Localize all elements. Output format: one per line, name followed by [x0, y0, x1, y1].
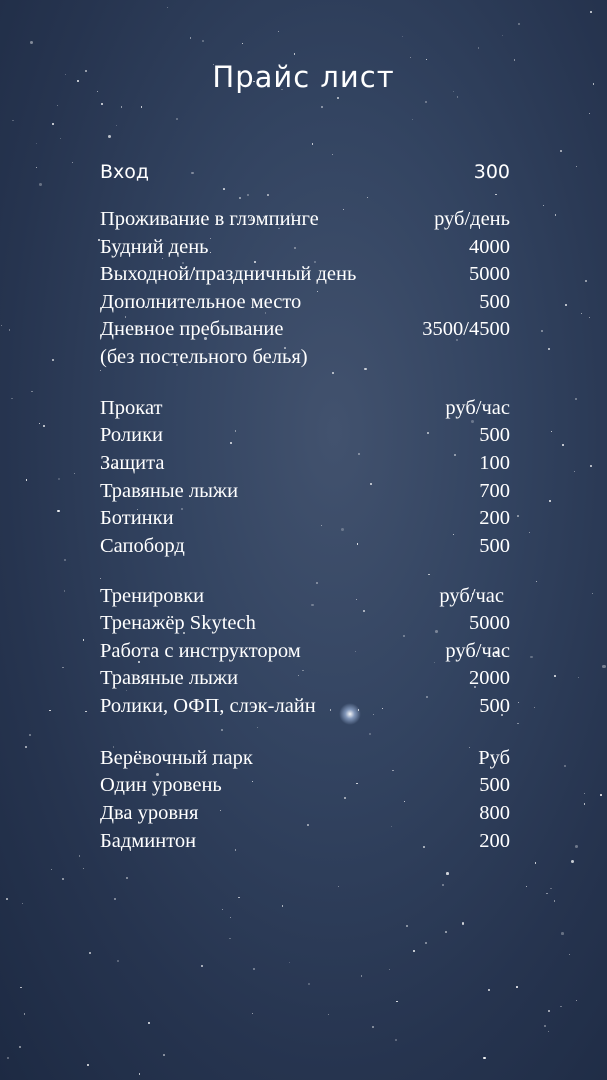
star-dot	[62, 667, 63, 668]
star-dot	[578, 677, 579, 678]
star-dot	[516, 986, 518, 988]
star-dot	[425, 942, 427, 944]
star-dot	[141, 106, 143, 108]
star-dot	[139, 1073, 141, 1075]
star-dot	[316, 582, 318, 584]
star-dot	[39, 183, 42, 186]
price-row	[100, 535, 510, 563]
star-dot	[551, 431, 553, 433]
star-dot	[239, 197, 241, 199]
star-dot	[550, 888, 552, 890]
star-dot	[22, 903, 24, 905]
star-dot	[389, 969, 391, 971]
star-dot	[9, 329, 11, 331]
star-dot	[11, 398, 13, 400]
star-dot	[57, 510, 59, 512]
rental-header	[100, 397, 510, 425]
star-dot	[190, 37, 192, 39]
training-header	[100, 585, 510, 613]
section-title: Тренировки	[100, 585, 205, 607]
star-dot	[413, 950, 415, 952]
star-dot	[589, 113, 590, 114]
item-price: 2000	[469, 667, 510, 689]
page-title: Прайс лист	[212, 60, 395, 94]
item-label: Выходной/праздничный день	[100, 263, 357, 285]
item-price: 4000	[469, 236, 510, 258]
star-dot	[1, 325, 2, 326]
star-dot	[163, 1054, 165, 1056]
star-dot	[518, 23, 520, 25]
star-dot	[534, 707, 535, 708]
star-dot	[555, 214, 557, 216]
star-dot	[548, 1031, 549, 1032]
item-label: Дневное пребывание	[100, 318, 284, 340]
rope-park-header	[100, 747, 510, 775]
price-row	[100, 640, 510, 668]
star-dot	[541, 330, 543, 332]
star-dot	[242, 43, 243, 44]
star-dot	[584, 793, 586, 795]
star-dot	[36, 143, 37, 144]
star-dot	[58, 478, 60, 480]
star-dot	[36, 167, 37, 168]
star-dot	[100, 578, 102, 580]
star-dot	[560, 1006, 562, 1008]
star-dot	[12, 120, 13, 121]
star-dot	[25, 746, 27, 748]
star-dot	[62, 878, 63, 879]
star-dot	[535, 862, 537, 864]
star-dot	[83, 639, 85, 641]
star-dot	[546, 893, 548, 895]
price-row	[100, 612, 510, 640]
star-dot	[367, 197, 368, 198]
star-dot	[328, 1014, 329, 1015]
star-dot	[19, 1046, 21, 1048]
lodging-header	[100, 208, 510, 236]
price-row	[100, 263, 510, 291]
star-dot	[554, 900, 556, 902]
star-dot	[252, 1013, 253, 1014]
star-dot	[575, 845, 578, 848]
star-dot	[52, 123, 54, 125]
star-dot	[257, 727, 258, 728]
star-dot	[74, 473, 76, 475]
price-row	[100, 424, 510, 452]
star-dot	[372, 1026, 374, 1028]
item-label: Два уровня	[100, 802, 199, 824]
star-dot	[575, 398, 577, 400]
star-dot	[229, 938, 231, 940]
star-dot	[247, 194, 249, 196]
star-dot	[446, 872, 449, 875]
price-row	[100, 452, 510, 480]
star-dot	[526, 886, 527, 887]
star-dot	[549, 500, 551, 502]
star-dot	[201, 965, 203, 967]
star-dot	[20, 987, 22, 989]
item-label: Ролики, ОФП, слэк-лайн	[100, 695, 316, 717]
star-dot	[24, 1013, 26, 1015]
star-dot	[64, 590, 66, 592]
item-price: 200	[479, 507, 510, 529]
star-dot	[488, 989, 490, 991]
item-label: Будний день	[100, 236, 209, 258]
star-dot	[590, 465, 592, 467]
price-row	[100, 695, 510, 723]
star-dot	[6, 898, 8, 900]
price-row	[100, 802, 510, 830]
star-dot	[445, 931, 447, 933]
item-label: Дополнительное место	[100, 291, 302, 313]
entry-row	[100, 161, 510, 189]
item-price: 200	[479, 830, 510, 852]
section-title: Проживание в глэмпинге	[100, 208, 319, 230]
star-dot	[590, 11, 591, 12]
star-dot	[517, 723, 519, 725]
star-dot	[564, 765, 566, 767]
star-dot	[600, 794, 602, 796]
star-dot	[396, 1001, 398, 1003]
item-price: 5000	[469, 263, 510, 285]
section-title: Верёвочный парк	[100, 747, 253, 769]
star-dot	[543, 205, 544, 206]
star-dot	[483, 1057, 486, 1060]
price-row	[100, 507, 510, 535]
price-row	[100, 318, 510, 346]
item-price: 500	[479, 424, 510, 446]
section-unit: руб/день	[434, 208, 510, 230]
star-dot	[518, 702, 519, 703]
star-dot	[230, 917, 231, 918]
star-dot	[442, 884, 444, 886]
star-dot	[562, 444, 564, 446]
star-dot	[576, 166, 578, 168]
item-price: руб/час	[445, 640, 510, 662]
star-dot	[548, 348, 549, 349]
star-dot	[321, 106, 323, 108]
star-dot	[517, 515, 519, 517]
star-dot	[101, 103, 103, 105]
item-price: 5000	[469, 612, 510, 634]
star-dot	[402, 36, 403, 37]
star-dot	[29, 734, 31, 736]
star-dot	[282, 905, 284, 907]
item-label: Травяные лыжи	[100, 667, 239, 689]
star-dot	[126, 877, 128, 879]
item-label: Защита	[100, 452, 165, 474]
star-dot	[116, 125, 117, 126]
star-dot	[117, 960, 119, 962]
star-dot	[565, 304, 567, 306]
item-price: 500	[479, 774, 510, 796]
star-dot	[31, 391, 32, 392]
star-dot	[569, 954, 570, 955]
star-dot	[87, 1064, 89, 1066]
star-dot	[278, 31, 279, 32]
star-dot	[584, 803, 586, 805]
star-dot	[425, 101, 427, 103]
item-label: Один уровень	[100, 774, 222, 796]
star-dot	[64, 559, 66, 561]
item-price: 500	[479, 535, 510, 557]
price-row	[100, 480, 510, 508]
item-price: 500	[479, 695, 510, 717]
star-dot	[395, 1039, 397, 1041]
star-dot	[148, 1022, 150, 1024]
star-dot	[60, 138, 61, 139]
price-row	[100, 774, 510, 802]
star-dot	[26, 479, 28, 481]
price-row	[100, 291, 510, 319]
section-unit: руб/час	[445, 397, 510, 419]
star-dot	[289, 962, 291, 964]
item-note: (без постельного белья)	[100, 346, 308, 368]
star-dot	[202, 40, 204, 42]
star-dot	[585, 280, 587, 282]
star-dot	[57, 105, 58, 106]
star-dot	[308, 983, 310, 985]
star-dot	[369, 733, 371, 735]
star-dot	[49, 710, 51, 712]
star-dot	[238, 897, 240, 899]
star-dot	[592, 593, 593, 594]
star-dot	[502, 35, 503, 36]
star-dot	[530, 656, 533, 659]
item-label: Работа с инструктором	[100, 640, 301, 662]
star-dot	[72, 162, 74, 164]
item-price: 500	[479, 291, 510, 313]
star-dot	[338, 886, 339, 887]
price-row	[100, 830, 510, 858]
section-unit: руб/час	[439, 585, 504, 607]
star-dot	[536, 581, 537, 582]
star-dot	[85, 711, 87, 713]
star-dot	[544, 1025, 546, 1027]
star-dot	[576, 1000, 577, 1001]
star-dot	[361, 975, 363, 977]
price-row-note	[100, 346, 510, 374]
star-dot	[574, 471, 575, 472]
star-dot	[89, 952, 91, 954]
star-dot	[406, 925, 409, 928]
star-dot	[529, 532, 531, 534]
star-dot	[548, 1010, 550, 1012]
item-label: Тренажёр Skytech	[100, 612, 256, 634]
section-title: Прокат	[100, 397, 163, 419]
item-price: 700	[479, 480, 510, 502]
star-dot	[222, 909, 223, 910]
star-dot	[457, 96, 459, 98]
item-label: Бадминтон	[100, 830, 197, 852]
star-dot	[39, 423, 40, 424]
star-dot	[221, 729, 223, 731]
star-dot	[7, 1057, 9, 1059]
entry-label: Вход	[100, 161, 150, 183]
star-dot	[561, 932, 564, 935]
star-dot	[108, 135, 111, 138]
price-row	[100, 236, 510, 264]
star-dot	[312, 143, 313, 144]
star-dot	[167, 7, 168, 8]
star-dot	[30, 41, 33, 44]
star-dot	[554, 675, 556, 677]
star-dot	[51, 869, 53, 871]
star-dot	[121, 106, 123, 108]
star-dot	[267, 194, 269, 196]
entry-price: 300	[473, 161, 510, 183]
star-dot	[52, 359, 54, 361]
star-dot	[114, 898, 116, 900]
star-dot	[428, 574, 430, 576]
star-dot	[253, 968, 255, 970]
star-dot	[83, 868, 84, 869]
item-price: 100	[479, 452, 510, 474]
star-dot	[412, 119, 413, 120]
star-dot	[581, 313, 583, 315]
section-unit: Руб	[478, 747, 510, 769]
star-dot	[43, 425, 45, 427]
item-label: Травяные лыжи	[100, 480, 239, 502]
star-dot	[462, 922, 465, 925]
star-dot	[478, 47, 479, 48]
star-dot	[176, 118, 178, 120]
item-label: Ботинки	[100, 507, 174, 529]
price-row	[100, 667, 510, 695]
star-dot	[602, 665, 605, 668]
star-dot	[410, 57, 411, 58]
star-dot	[495, 194, 497, 196]
star-dot	[79, 855, 80, 856]
star-dot	[337, 97, 339, 99]
star-dot	[589, 317, 591, 319]
star-dot	[294, 53, 296, 55]
item-label: Ролики	[100, 424, 164, 446]
item-price: 800	[479, 802, 510, 824]
star-dot	[571, 860, 574, 863]
star-dot	[332, 154, 334, 156]
item-price: 3500/4500	[422, 318, 510, 340]
star-dot	[560, 150, 562, 152]
item-label: Сапоборд	[100, 535, 185, 557]
